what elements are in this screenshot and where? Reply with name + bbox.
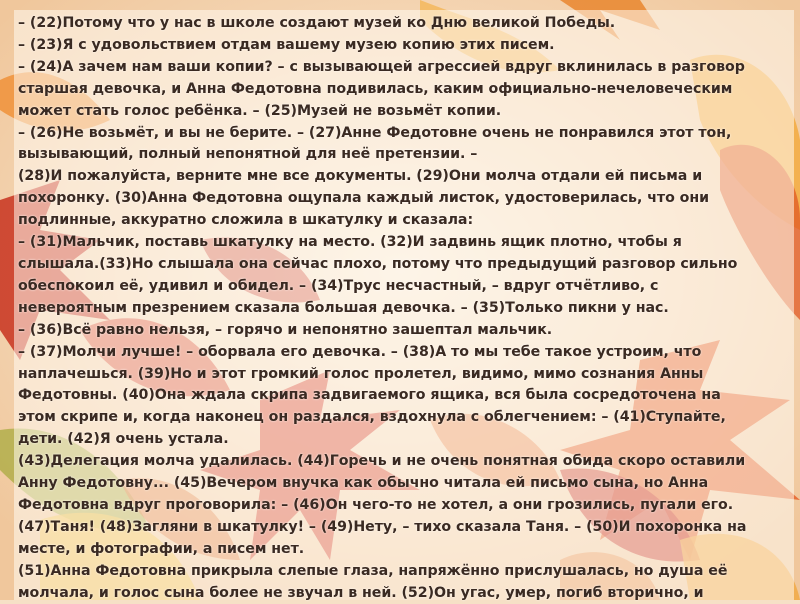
text-line: Федотовны. (40)Она ждала скрипа задвигаемого ящика, вся была сосредоточена на bbox=[18, 387, 721, 404]
text-line: дети. (42)Я очень устала. bbox=[18, 431, 229, 448]
text-line: подлинные, аккуратно сложила в шкатулку и сказала: bbox=[18, 212, 474, 229]
text-line: – (31)Мальчик, поставь шкатулку на место. (32)И задвинь ящик плотно, чтобы я bbox=[18, 234, 682, 251]
text-line: (28)И пожалуйста, верните мне все документы. (29)Они молча отдали ей письма и bbox=[18, 168, 703, 185]
text-line: слышала.(33)Но слышала она сейчас плохо, потому что предыдущий разговор сильно bbox=[18, 255, 738, 272]
story-text bbox=[18, 13, 798, 604]
text-line: может стать голос ребёнка. – (25)Музей не возьмёт копии. bbox=[18, 102, 502, 119]
text-line: – (26)Не возьмёт, и вы не берите. – (27)Анне Федотовне очень не понравился этот тон, bbox=[18, 124, 732, 141]
text-line: похоронку. (30)Анна Федотовна ощупала каждый листок, удостоверилась, что они bbox=[18, 190, 709, 207]
text-line: обеспокоил её, удивил и обидел. – (34)Трус несчастный, – вдруг отчётливо, с bbox=[18, 277, 659, 294]
text-line: невероятным презрением сказала большая девочка. – (35)Только пикни у нас. bbox=[18, 299, 669, 316]
text-line: – (24)А зачем нам ваши копии? – с вызывающей агрессией вдруг вклинилась в разговор bbox=[18, 58, 745, 75]
text-line: вызывающий, полный непонятной для неё претензии. – bbox=[18, 146, 478, 163]
text-line: – (23)Я с удовольствием отдам вашему музею копию этих писем. bbox=[18, 36, 555, 53]
text-line: – (22)Потому что у нас в школе создают музей ко Дню великой Победы. bbox=[18, 15, 616, 31]
text-line: (47)Таня! (48)Загляни в шкатулку! – (49)Нету, – тихо сказала Таня. – (50)И похоронка на bbox=[18, 518, 747, 535]
text-line: месте, и фотографии, а писем нет. bbox=[18, 540, 305, 557]
text-line: молчала, и голос сына более не звучал в ней. (52)Он угас, умер, погиб вторично, и bbox=[18, 584, 704, 601]
text-line: (43)Делегация молча удалилась. (44)Горечь и не очень понятная обида скоро оставили bbox=[18, 453, 746, 470]
text-line: этом скрипе и, когда наконец он раздался, вздохнула с облегчением: – (41)Ступайте, bbox=[18, 409, 726, 426]
text-line: наплачешься. (39)Но и этот громкий голос пролетел, видимо, мимо сознания Анны bbox=[18, 365, 704, 382]
text-line: (51)Анна Федотовна прикрыла слепые глаза, напряжённо прислушалась, но душа её bbox=[18, 562, 728, 579]
text-line: – (36)Всё равно нельзя, – горячо и непонятно зашептал мальчик. bbox=[18, 321, 553, 338]
text-line: – (37)Молчи лучше! – оборвала его девочка. – (38)А то мы тебе такое устроим, что bbox=[18, 343, 702, 360]
text-line: Анну Федотовну... (45)Вечером внучка как обычно читала ей письмо сына, но Анна bbox=[18, 475, 709, 492]
text-line: Федотовна вдруг проговорила: – (46)Он чего-то не хотел, а они грозились, пугали его. bbox=[18, 496, 734, 513]
text-line: старшая девочка, и Анна Федотовна подивилась, каким официально-нечеловеческим bbox=[18, 80, 733, 97]
